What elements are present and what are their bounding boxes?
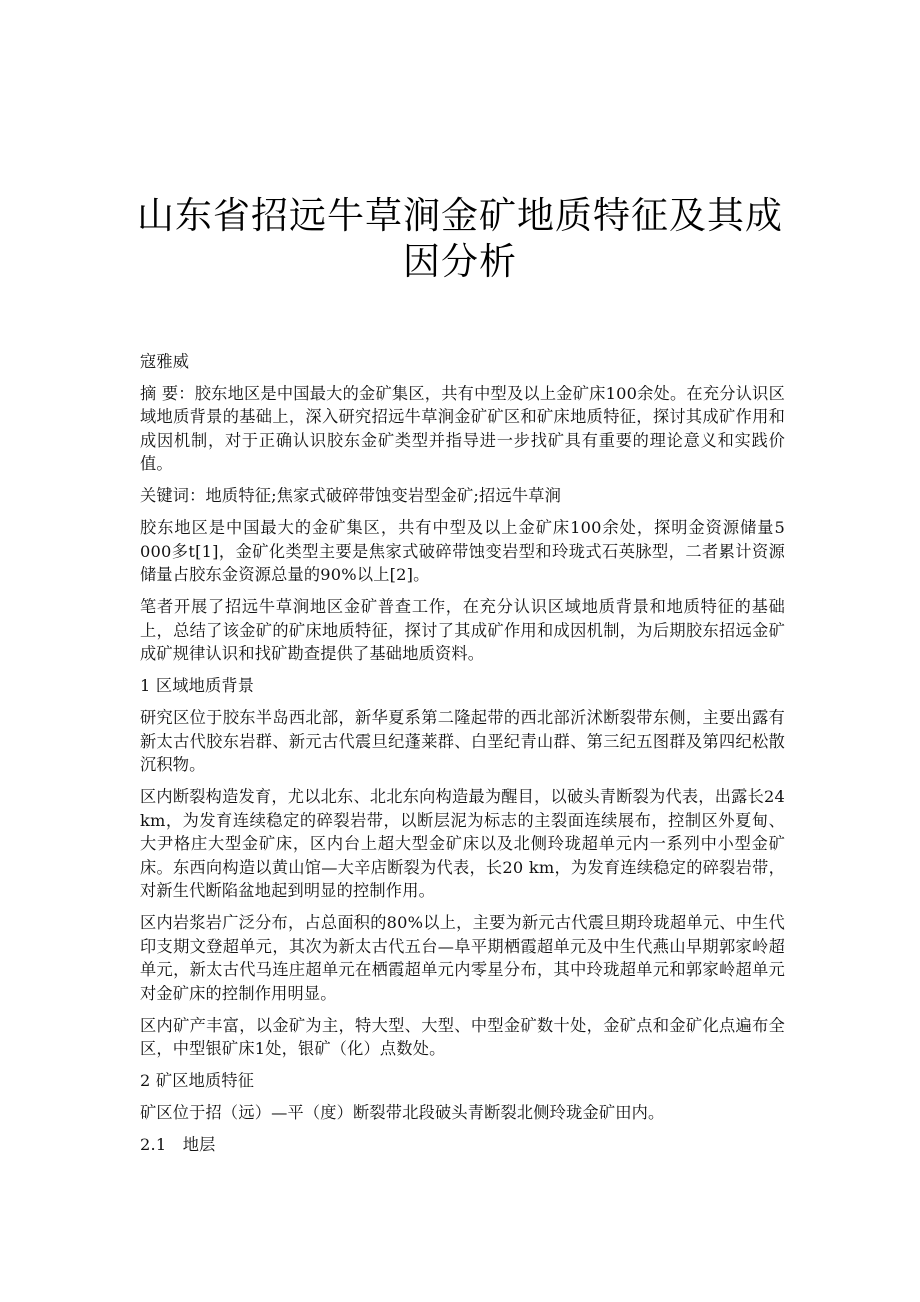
section-1-paragraph-3: 区内岩浆岩广泛分布，占总面积的80%以上，主要为新元古代震旦期玲珑超单元、中生代印支期文登超单元，其次为新太古代五台—阜平期栖霞超单元及中生代燕山早期郭家岭超单元，新太古代马连庄超单元在栖霞超单元内零星分布，其中玲珑超单元和郭家岭超单元对金矿床的控制作用明显。 — [140, 913, 785, 1003]
intro-paragraph-1: 胶东地区是中国最大的金矿集区，共有中型及以上金矿床100余处，探明金资源储量5 000多t[1]，金矿化类型主要是焦家式破碎带蚀变岩型和玲珑式石英脉型，二者累计资源储量占胶东金资源总量的90%以上[2]。 — [140, 518, 785, 584]
section-1-heading: 1 区域地质背景 — [140, 676, 255, 695]
section-2-paragraph-1: 矿区位于招（远）—平（度）断裂带北段破头青断裂北侧玲珑金矿田内。 — [140, 1103, 665, 1122]
section-2-1-heading: 2.1 地层 — [140, 1135, 216, 1154]
section-1-paragraph-2: 区内断裂构造发育，尤以北东、北北东向构造最为醒目，以破头青断裂为代表，出露长24 km，为发育连续稳定的碎裂岩带，以断层泥为标志的主裂面连续展布，控制区外夏甸、大尹格庄大型金矿床，区内台上超大型金矿床以及北侧玲珑超单元内一系列中小型金矿床。东西向构造以黄山馆—大辛店断裂为代表，长20 km，为发育连续稳定的碎裂岩带，对新生代断陷盆地起到明显的控制作用。 — [140, 787, 785, 900]
section-1-paragraph-4: 区内矿产丰富，以金矿为主，特大型、大型、中型金矿数十处，金矿点和金矿化点遍布全区，中型银矿床1处，银矿（化）点数处。 — [140, 1015, 785, 1058]
section-2-heading: 2 矿区地质特征 — [140, 1071, 255, 1090]
section-1-paragraph-1: 研究区位于胶东半岛西北部，新华夏系第二隆起带的西北部沂沭断裂带东侧，主要出露有新太古代胶东岩群、新元古代震旦纪蓬莱群、白垩纪青山群、第三纪五图群及第四纪松散沉积物。 — [140, 708, 785, 774]
document-body — [140, 350, 785, 1165]
document-title: 山东省招远牛草涧金矿地质特征及其成因分析 — [137, 193, 783, 283]
abstract: 摘 要：胶东地区是中国最大的金矿集区，共有中型及以上金矿床100余处。在充分认识区域地质背景的基础上，深入研究招远牛草涧金矿矿区和矿床地质特征，探讨其成矿作用和成因机制，对于正确认识胶东金矿类型并指导进一步找矿具有重要的理论意义和实践价值。 — [140, 383, 785, 473]
keywords: 关键词：地质特征;焦家式破碎带蚀变岩型金矿;招远牛草涧 — [140, 486, 561, 505]
intro-paragraph-2: 笔者开展了招远牛草涧地区金矿普查工作，在充分认识区域地质背景和地质特征的基础上，总结了该金矿的矿床地质特征，探讨了其成矿作用和成因机制，为后期胶东招远金矿成矿规律认识和找矿勘查提供了基础地质资料。 — [140, 597, 785, 663]
author: 寇雅威 — [140, 352, 190, 371]
